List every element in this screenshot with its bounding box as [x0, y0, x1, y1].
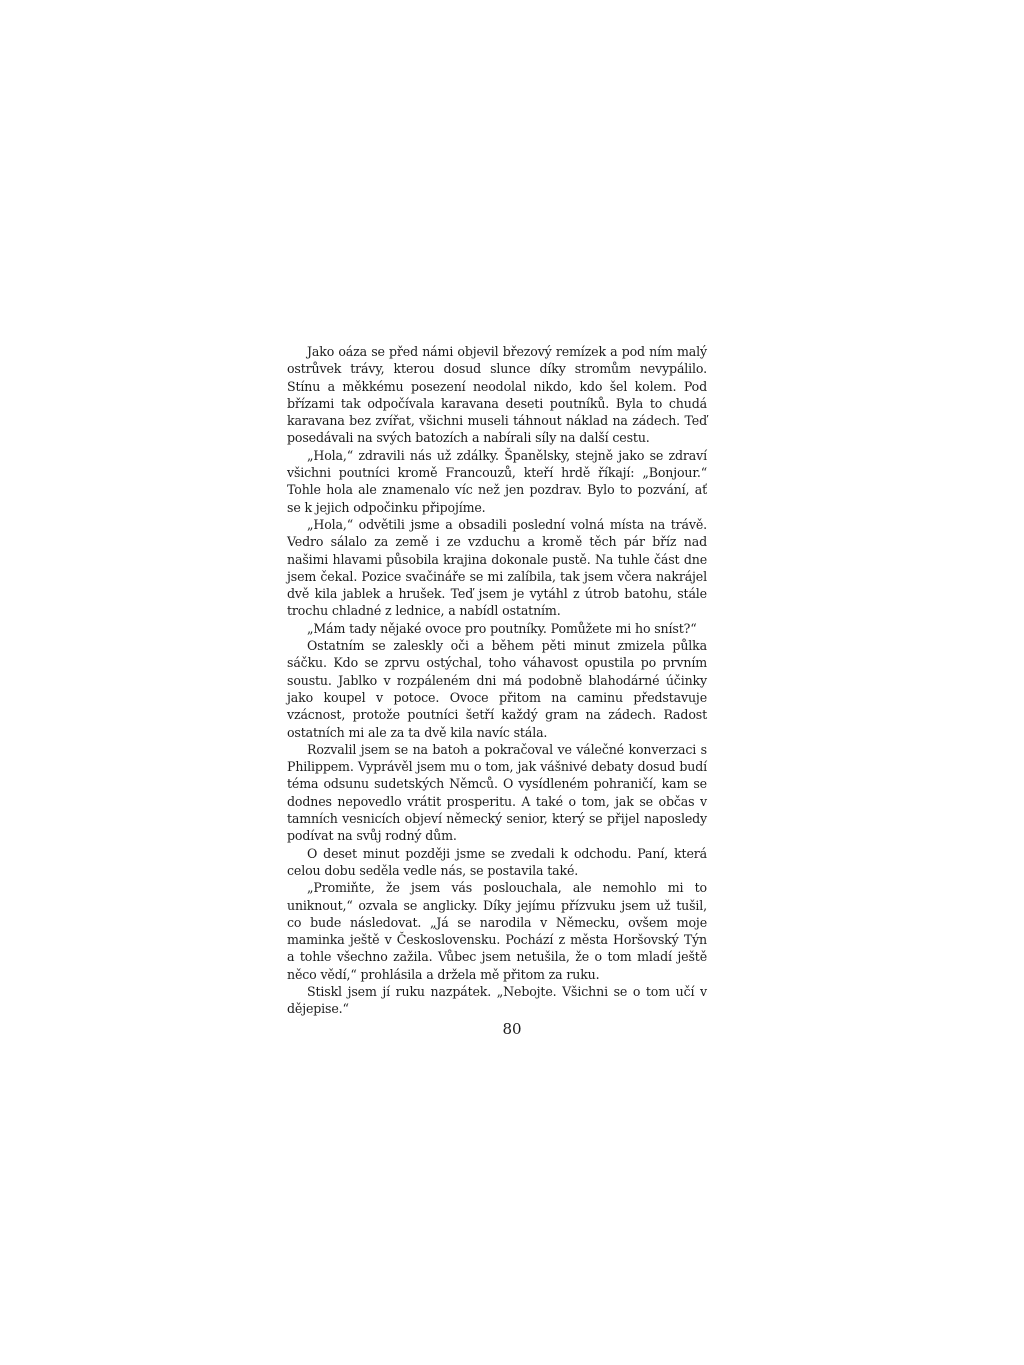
paragraph: „Mám tady nějaké ovoce pro poutníky. Pomůžete mi ho sníst?“	[307, 620, 697, 636]
paragraph: Stiskl jsem jí ruku nazpátek. „Nebojte. Všichni se o tom učí v dějepise.“	[287, 983, 707, 1017]
paragraph: „Hola,“ odvětili jsme a obsadili poslední volná místa na trávě. Vedro sálalo za země i ze vzduchu a kromě těch pár bříz nad našimi hlavami působila krajina dokonale pustě. Na tuhle část dne jsem čekal. Pozice svačináře se mi zalíbila, tak jsem včera nakrájel dvě kila jablek a hrušek. Teď jsem je vytáhl z útrob batohu, stále trochu chladné z lednice, a nabídl ostatním.	[287, 516, 707, 619]
paragraph: „Hola,“ zdravili nás už zdálky. Španělsky, stejně jako se zdraví všichni poutníci kromě Francouzů, kteří hrdě říkají: „Bonjour.“ Tohle hola ale znamenalo víc než jen pozdrav. Bylo to pozvání, ať se k jejich odpočinku připojíme.	[287, 447, 707, 515]
paragraph: Jako oáza se před námi objevil březový remízek a pod ním malý ostrůvek trávy, kterou dosud slunce díky stromům nevypálilo. Stínu a měkkému posezení neodolal nikdo, kdo šel kolem. Pod břízami tak odpočívala karavana deseti poutníků. Byla to chudá karavana bez zvířat, všichni museli táhnout náklad na zádech. Teď posedávali na svých batozích a nabírali síly na další cestu.	[287, 344, 707, 446]
paragraph: „Promiňte, že jsem vás poslouchala, ale nemohlo mi to uniknout,“ ozvala se anglicky. Díky jejímu přízvuku jsem už tušil, co bude následovat. „Já se narodila v Německu, ovšem moje maminka ještě v Československu. Pochází z města Horšovský Týn a tohle všechno zažila. Vůbec jsem netušila, že o tom mladí ještě něco vědí,“ prohlásila a držela mě přitom za ruku.	[287, 880, 707, 982]
paragraph: O deset minut později jsme se zvedali k odchodu. Paní, která celou dobu seděla vedle nás, se postavila také.	[287, 845, 707, 878]
paragraph: Rozvalil jsem se na batoh a pokračoval ve válečné konverzaci s Philippem. Vyprávěl jsem mu o tom, jak vášnivé debaty dosud budí téma odsunu sudetských Němců. O vysídleném pohraničí, kam se dodnes nepovedlo vrátit prosperitu. A také o tom, jak se občas v tamních vesnicích objeví německý senior, který se přijel naposledy podívat na svůj rodný dům.	[287, 741, 707, 844]
body-text	[287, 343, 707, 1018]
page-number: 80	[502, 1020, 522, 1038]
paragraph: Ostatním se zaleskly oči a během pěti minut zmizela půlka sáčku. Kdo se zprvu ostýchal, toho váhavost opustila po prvním soustu. Jablko v rozpáleném dni má podobně blahodárné účinky jako koupel v potoce. Ovoce přitom na caminu představuje vzácnost, protože poutníci šetří každý gram na zádech. Radost ostatních mi ale za ta dvě kila navíc stála.	[287, 638, 707, 740]
